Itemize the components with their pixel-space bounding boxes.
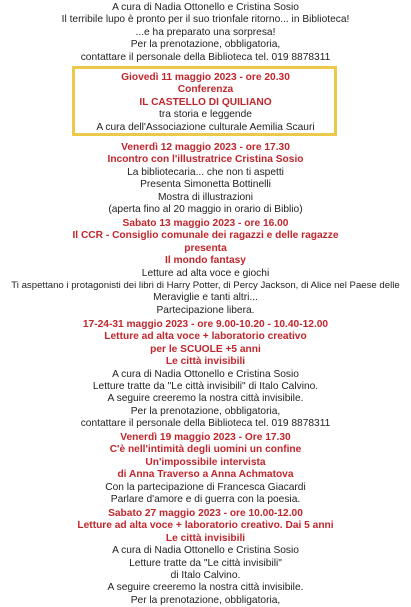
event-17-line2: Letture tratte da "Le città invisibili" di Italo Calvino.: [92, 381, 319, 393]
event-13-line1: Letture ad alta voce e giochi: [141, 267, 270, 279]
event-13-date: Sabato 13 maggio 2023 - ore 16.00: [122, 218, 289, 229]
event-13-line4: Partecipazione libera.: [156, 304, 255, 316]
event-27-line2: Letture tratte da "Le città invisibili": [129, 557, 282, 569]
event-19-title3: di Anna Traverso a Anna Achmatova: [117, 469, 294, 481]
event-13-line2: Ti aspettano i protagonisti dei libri di Harry Potter, di Percy Jackson, di Alice nel Paese delle: [11, 280, 400, 292]
conference-type: Conferenza: [177, 84, 234, 96]
intro-block: [0, 2, 411, 64]
event-13-title1: Il CCR - Consiglio comunale dei ragazzi e delle ragazze: [72, 230, 339, 242]
event-19-line2: Parlare d'amore e di guerra con la poesia.: [110, 494, 301, 506]
event-17-line5: contattare il personale della Biblioteca tel. 019 8878311: [80, 418, 331, 430]
event-27-line5: Per la prenotazione, obbligatoria,: [130, 594, 281, 606]
event-27-line1: A cura di Nadia Ottonello e Cristina Sosio: [112, 545, 299, 557]
event-12-line1: La bibliotecaria... che non ti aspetti: [127, 166, 284, 178]
event-19-title1: C'è nell'intimità degli uomini un confine: [109, 444, 302, 456]
event-12-line3: Mostra di illustrazioni: [157, 191, 254, 203]
event-17-title1: Letture ad alta voce + laboratorio creativo: [104, 331, 307, 343]
conference-block: [0, 72, 411, 134]
event-27-date: Sabato 27 maggio 2023 - ore 10.00-12.00: [108, 508, 303, 519]
conference-credit: A cura dell'Associazione culturale Aemilia Scauri: [96, 121, 315, 133]
event-12-line4: (aperta fino al 20 maggio in orario di Biblio): [108, 204, 303, 216]
event-17-line1: A cura di Nadia Ottonello e Cristina Sosio: [112, 368, 299, 380]
event-13-line3: Meraviglie e tanti altri...: [153, 292, 258, 304]
conference-date: Giovedì 11 maggio 2023 - ore 20.30: [121, 72, 290, 83]
event-13-title3: Il mondo fantasy: [165, 255, 246, 267]
event-12-block: [0, 142, 411, 216]
event-27-block: [0, 508, 411, 607]
event-19-line1: Con la partecipazione di Francesca Giacardi: [105, 481, 306, 493]
event-17-block: [0, 319, 411, 431]
conference-title: IL CASTELLO DI QUILIANO: [139, 96, 272, 108]
event-27-title2: Le città invisibili: [165, 532, 246, 544]
event-27-line4: A seguire creeremo la nostra città invisibile.: [107, 582, 304, 594]
intro-booking: Per la prenotazione, obbligatoria,: [130, 39, 281, 51]
event-17-date: 17-24-31 maggio 2023 - ore 9.00-10.20 - 10.40-12.00: [82, 319, 329, 330]
event-17-title3: Le città invisibili: [165, 356, 246, 368]
event-12-line2: Presenta Simonetta Bottinelli: [140, 179, 271, 191]
intro-contact: contattare il personale della Biblioteca tel. 019 8878311: [80, 51, 331, 63]
event-12-date: Venerdì 12 maggio 2023 - ore 17.30: [121, 142, 290, 153]
event-27-title1: Letture ad alta voce + laboratorio creativo. Dai 5 anni: [77, 520, 334, 532]
conference-subtitle: tra storia e leggende: [159, 109, 252, 121]
event-27-line3: di Italo Calvino.: [170, 570, 241, 582]
intro-text: Il terribile lupo è pronto per il suo trionfale ritorno... in Biblioteca!: [61, 14, 350, 26]
event-17-title2: per le SCUOLE +5 anni: [150, 343, 261, 355]
event-17-line4: Per la prenotazione, obbligatoria,: [130, 405, 281, 417]
event-19-block: [0, 432, 411, 506]
event-13-title2: presenta: [184, 242, 227, 254]
intro-credit: A cura di Nadia Ottonello e Cristina Sosio: [112, 2, 299, 13]
event-17-line3: A seguire creeremo la nostra città invisibile.: [107, 393, 304, 405]
event-13-block: [0, 218, 411, 317]
event-19-title2: Un'impossibile intervista: [145, 456, 266, 468]
intro-surprise: ...e ha preparato una sorpresa!: [135, 26, 276, 38]
event-19-date: Venerdì 19 maggio 2023 - Ore 17.30: [120, 432, 291, 443]
event-12-title: Incontro con l'illustratrice Cristina Sosio: [107, 154, 304, 166]
